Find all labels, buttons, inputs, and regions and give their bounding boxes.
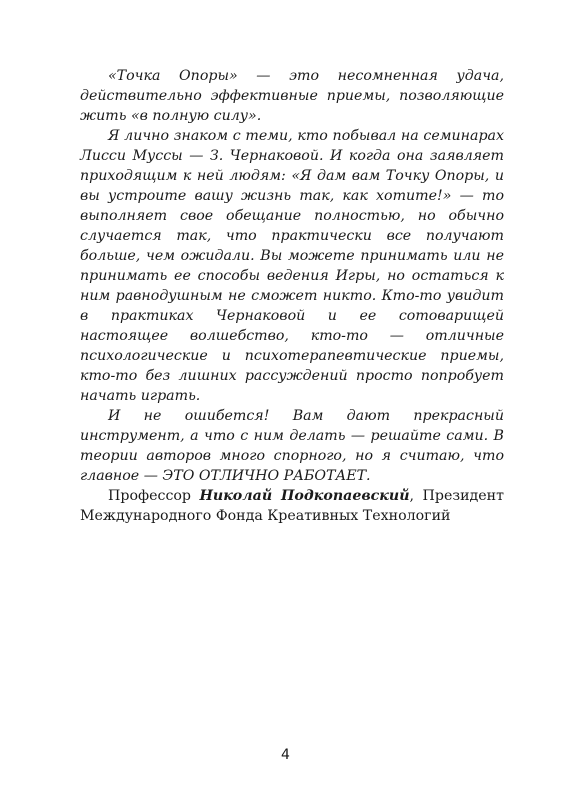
page-number: 4 xyxy=(281,747,290,763)
paragraph-seminars: Я лично знаком с теми, кто побывал на семинарах Лисси Муссы — З. Чернаковой. И когда она заявляет приходящим к ней людям: «Я дам вам Точку Опоры, и вы устроите вашу жизнь так, как хотите!» — то выполняет свое обещание полностью, но обычно случается так, что практически все получают больше, чем ожидали. Вы можете принимать или не принимать ее способы ведения Игры, но остаться к ним равнодушным не сможет никто. Кто-то увидит в практиках Чернаковой и ее сотоварищей настоящее волшебство, кто-то — отличные психологические и психотерапевтические приемы, кто-то без лишних рассуждений просто попробует начать играть. xyxy=(80,128,504,404)
signature-prefix: Профессор xyxy=(108,488,200,504)
paragraph-intro: «Точка Опоры» — это несомненная удача, действительно эффективные приемы, позволяющие жить «в полную силу». xyxy=(80,68,504,124)
paragraph-conclusion: И не ошибется! Вам дают прекрасный инструмент, а что с ним делать — решайте сами. В теории авторов много спорного, но я считаю, что главное — ЭТО ОТЛИЧНО РАБОТАЕТ. xyxy=(80,408,504,484)
signature-line xyxy=(80,486,504,526)
signature-suffix: , Президент Международного Фонда Креативных Технологий xyxy=(80,488,504,524)
page-body xyxy=(80,66,504,526)
signature-name: Николай Подкопаевский xyxy=(199,488,410,504)
